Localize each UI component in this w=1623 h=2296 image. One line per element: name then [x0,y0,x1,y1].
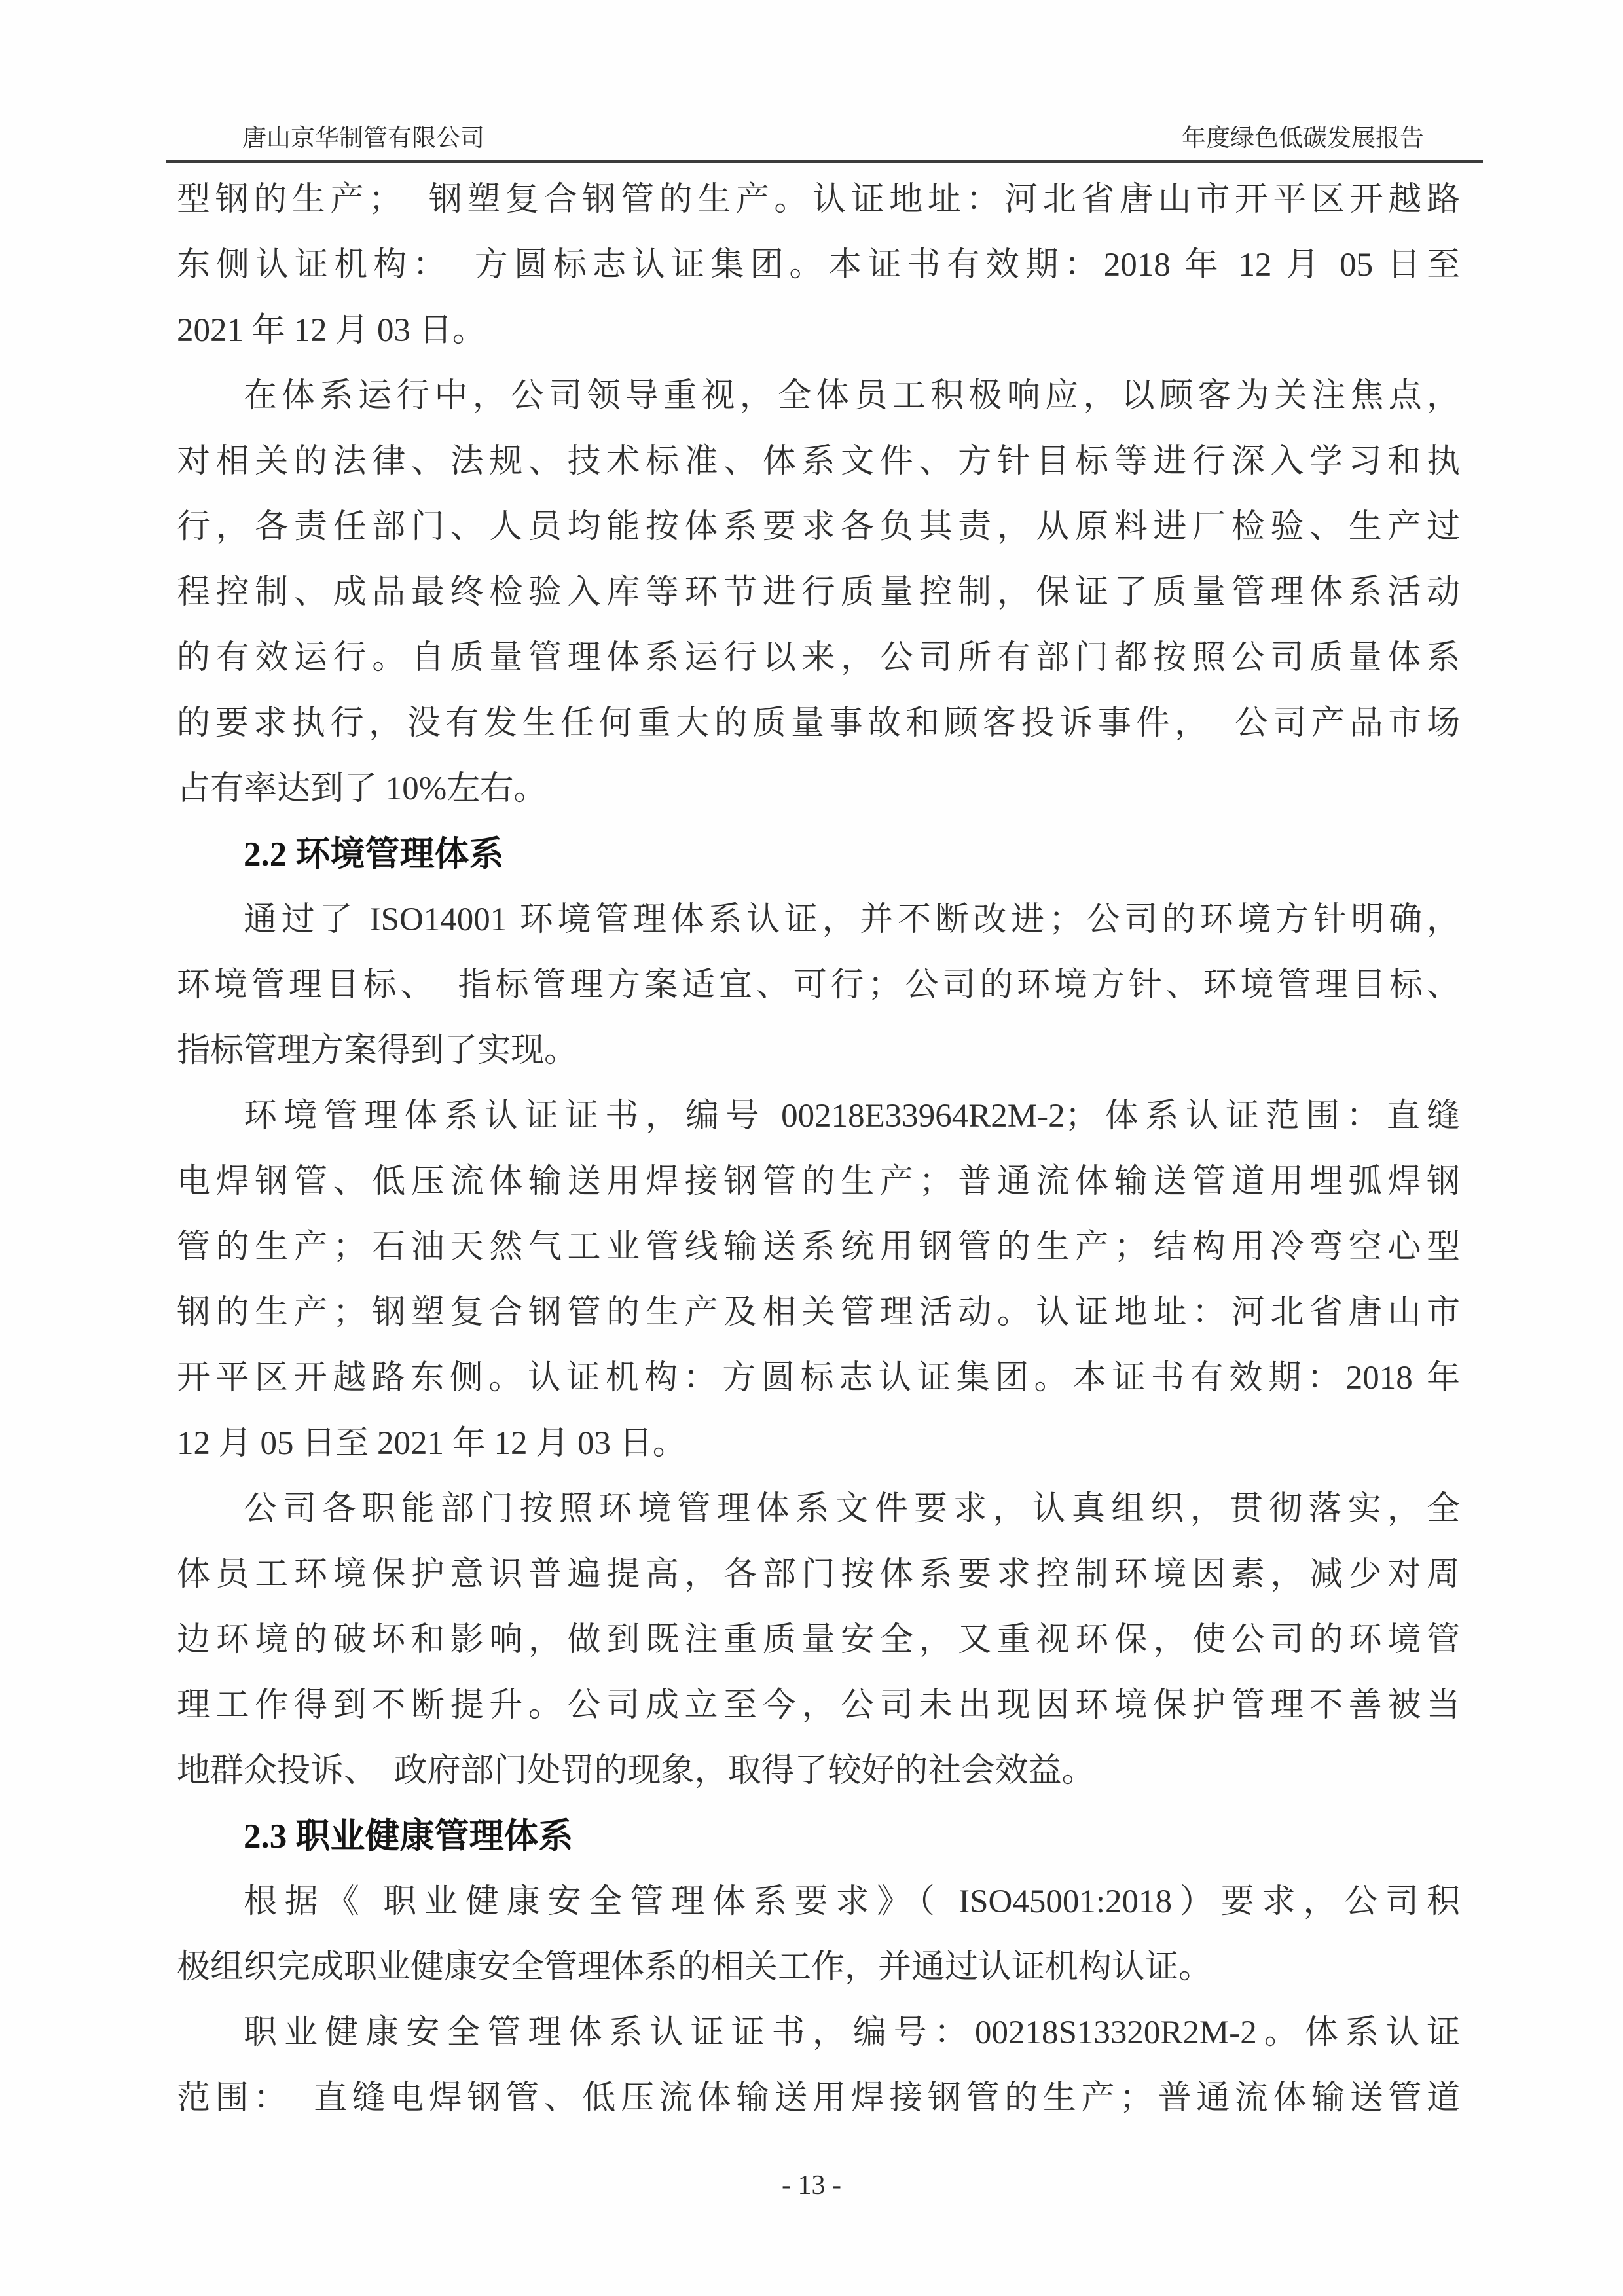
paragraph [177,1869,1460,2000]
text-line: 的有效运行。自质量管理体系运行以来，公司所有部门都按照公司质量体系 [177,640,1460,676]
paragraph [177,2000,1460,2131]
text-line: 地群众投诉、 政府部门处罚的现象，取得了较好的社会效益。 [177,1753,1095,1789]
text-line: 根据《 职业健康安全管理体系要求》（ ISO45001:2018）要求，公司积 [244,1884,1460,1920]
header-divider-line [166,160,1483,163]
document-body [177,167,1460,2131]
text-line: 占有率达到了 10%左右。 [177,771,547,807]
text-line: 行，各责任部门、人员均能按体系要求各负其责，从原料进厂检验、生产过 [177,509,1460,545]
text-line: 东侧认证机构： 方圆标志认证集团。本证书有效期：2018 年 12 月 05 日至 [177,247,1460,283]
page-header [177,123,1460,155]
page-footer [0,2168,1623,2202]
section-heading [177,1804,1460,1869]
text-line: 环境管理目标、 指标管理方案适宜、可行；公司的环境方针、环境管理目标、 [177,967,1460,1004]
text-line: 体员工环境保护意识普遍提高，各部门按体系要求控制环境因素，减少对周 [177,1556,1460,1593]
paragraph [177,887,1460,1084]
text-line: 2.2 环境管理体系 [244,835,504,873]
text-line: 指标管理方案得到了实现。 [177,1032,578,1069]
paragraph [177,1476,1460,1804]
text-line: 12 月 05 日至 2021 年 12 月 03 日。 [177,1425,686,1462]
text-line: 边环境的破坏和影响，做到既注重质量安全，又重视环保，使公司的环境管 [177,1622,1460,1658]
text-line: 钢的生产；钢塑复合钢管的生产及相关管理活动。认证地址：河北省唐山市 [177,1294,1460,1331]
header-company-name: 唐山京华制管有限公司 [242,125,484,152]
text-line: 环境管理体系认证证书，编号 00218E33964R2M-2；体系认证范围：直缝 [244,1098,1460,1135]
text-line: 开平区开越路东侧。认证机构：方圆标志认证集团。本证书有效期：2018 年 [177,1360,1460,1396]
paragraph [177,363,1460,822]
text-line: 理工作得到不断提升。公司成立至今，公司未出现因环境保护管理不善被当 [177,1687,1460,1724]
text-line: 在体系运行中，公司领导重视，全体员工积极响应，以顾客为关注焦点， [244,378,1460,414]
text-line: 对相关的法律、法规、技术标准、体系文件、方针目标等进行深入学习和执 [177,443,1460,480]
text-line: 公司各职能部门按照环境管理体系文件要求，认真组织，贯彻落实，全 [244,1491,1460,1527]
text-line: 通过了 ISO14001 环境管理体系认证，并不断改进；公司的环境方针明确， [244,902,1460,938]
text-line: 管的生产；石油天然气工业管线输送系统用钢管的生产；结构用冷弯空心型 [177,1229,1460,1266]
section-heading [177,822,1460,887]
paragraph [177,1084,1460,1476]
text-line: 电焊钢管、低压流体输送用焊接钢管的生产；普通流体输送管道用埋弧焊钢 [177,1163,1460,1200]
text-line: 的要求执行，没有发生任何重大的质量事故和顾客投诉事件， 公司产品市场 [177,705,1460,742]
paragraph [177,167,1460,363]
text-line: 程控制、成品最终检验入库等环节进行质量控制，保证了质量管理体系活动 [177,574,1460,611]
page-number: - 13 - [782,2170,841,2200]
text-line: 2.3 职业健康管理体系 [244,1817,574,1855]
text-line: 职业健康安全管理体系认证证书，编号：00218S13320R2M-2。体系认证 [244,2014,1460,2051]
text-line: 范围： 直缝电焊钢管、低压流体输送用焊接钢管的生产；普通流体输送管道 [177,2080,1460,2117]
text-line: 2021 年 12 月 03 日。 [177,312,486,349]
text-line: 极组织完成职业健康安全管理体系的相关工作，并通过认证机构认证。 [177,1949,1213,1986]
header-report-title: 年度绿色低碳发展报告 [1182,125,1424,152]
text-line: 型钢的生产； 钢塑复合钢管的生产。认证地址：河北省唐山市开平区开越路 [177,181,1460,218]
